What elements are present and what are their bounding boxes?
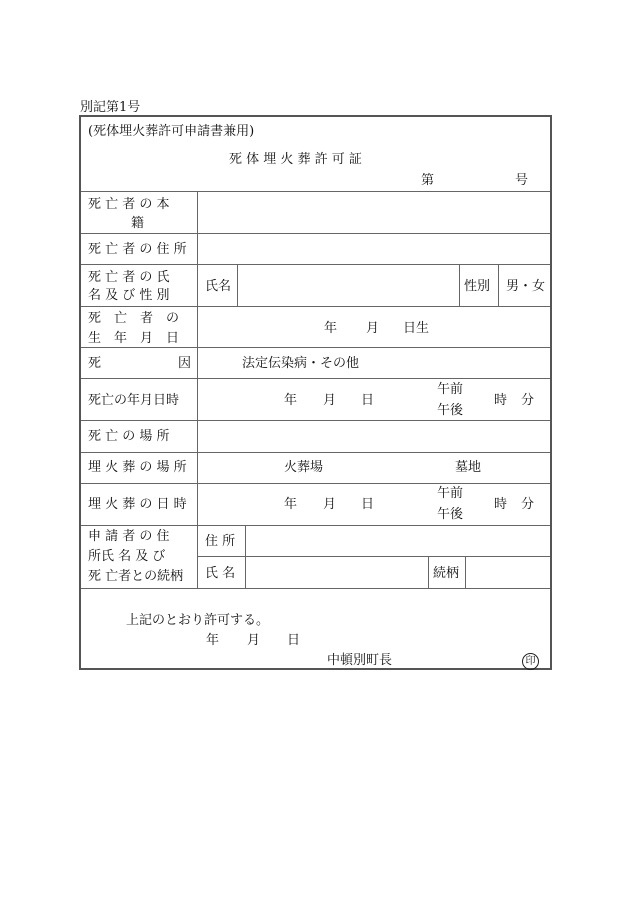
permit-day-unit: 日 [287,633,301,648]
honseki-label: 死 亡 者 の 本 [88,197,170,212]
sex-field-label: 性別 [464,279,491,294]
row-divider [81,264,550,265]
birth-label-2: 生 年 月 日 [88,331,180,346]
name-label-divider [237,264,238,306]
burial-place-label: 埋 火 葬 の 場 所 [88,460,187,475]
burial-month-unit: 月 [323,497,337,512]
burial-am: 午前 [437,486,464,501]
permit-year-unit: 年 [206,633,220,648]
row-divider [81,306,550,307]
burial-minute-unit: 分 [521,497,535,512]
applicant-address-label: 住 所 [205,534,236,549]
seal-mark: 印 [522,653,539,670]
cause-label: 死 [88,356,102,371]
applicant-name-label: 氏 名 [205,566,236,581]
applicant-label-2: 所氏 名 及 び [88,549,166,564]
name-sex-label-2: 名 及 び 性 別 [88,288,170,303]
death-day-unit: 日 [361,393,375,408]
sex-options: 男・女 [506,279,546,294]
birth-day-unit: 日生 [403,321,430,336]
row-divider [81,378,550,379]
burial-year-unit: 年 [284,497,298,512]
permit-statement: 上記のとおり許可する。 [126,613,270,628]
birth-label: 死 亡 者 の [88,311,180,326]
crematorium-option: 火葬場 [284,460,324,475]
permit-form [79,115,552,670]
sex-label-divider-left [459,264,460,306]
burial-datetime-label: 埋 火 葬 の 日 時 [88,497,187,512]
form-subtitle: (死体埋火葬許可申請書兼用) [88,124,255,139]
row-divider [81,483,550,484]
row-divider [81,233,550,234]
mayor-title: 中頓別町長 [327,653,393,668]
row-divider [198,556,550,557]
permit-number-suffix: 号 [515,173,529,188]
name-sex-label: 死 亡 者 の 氏 [88,270,170,285]
death-am: 午前 [437,382,464,397]
document-label: 別記第1号 [80,100,141,115]
name-field-label: 氏名 [205,279,232,294]
row-divider [81,525,550,526]
death-place-label: 死 亡 の 場 所 [88,429,170,444]
death-datetime-label: 死亡の年月日時 [88,393,180,408]
label-column-divider [197,191,198,588]
row-divider [81,588,550,589]
permit-month-unit: 月 [247,633,261,648]
death-hour-unit: 時 [494,393,508,408]
honseki-label-2: 籍 [131,216,145,231]
death-year-unit: 年 [284,393,298,408]
cause-options: 法定伝染病・その他 [242,356,360,371]
burial-pm: 午後 [437,507,464,522]
row-divider [81,420,550,421]
row-divider [81,347,550,348]
sex-label-divider-right [498,264,499,306]
burial-hour-unit: 時 [494,497,508,512]
birth-month-unit: 月 [366,321,380,336]
form-title: 死 体 埋 火 葬 許 可 証 [229,152,362,167]
relation-label: 続柄 [433,566,460,581]
permit-number-prefix: 第 [421,173,435,188]
row-divider [81,191,550,192]
death-minute-unit: 分 [521,393,535,408]
relation-label-divider-right [465,556,466,588]
cause-label-right: 因 [178,356,192,371]
birth-year-unit: 年 [324,321,338,336]
row-divider [81,452,550,453]
address-label: 死 亡 者 の 住 所 [88,242,187,257]
applicant-label-3: 死 亡者との続柄 [88,569,184,584]
applicant-label-divider [245,525,246,588]
death-month-unit: 月 [323,393,337,408]
death-pm: 午後 [437,403,464,418]
applicant-label: 申 請 者 の 住 [88,529,170,544]
burial-day-unit: 日 [361,497,375,512]
relation-label-divider-left [428,556,429,588]
cemetery-option: 墓地 [455,460,482,475]
